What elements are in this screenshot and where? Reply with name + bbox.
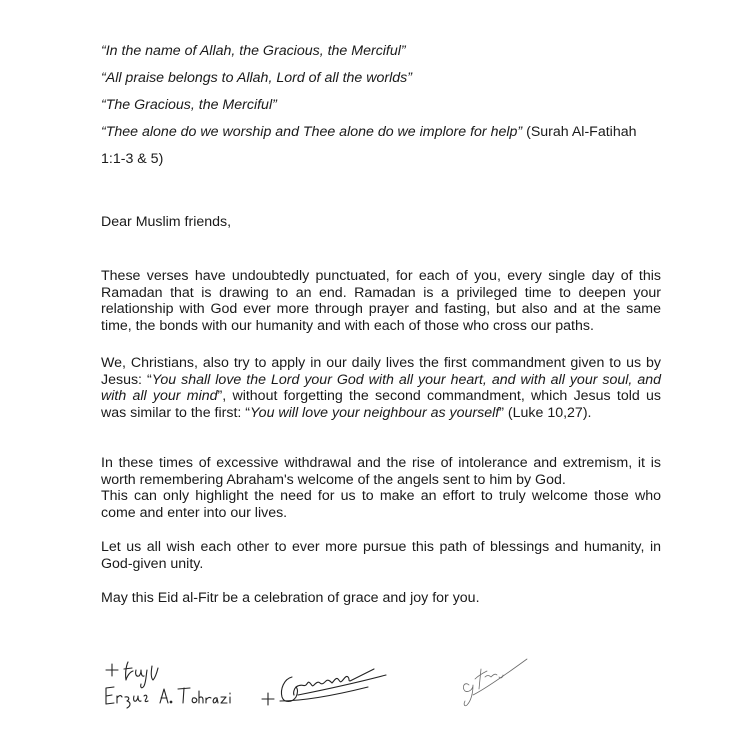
verse-4-text: “Thee alone do we worship and Thee alone do we implore for help” [101, 124, 523, 140]
verse-4 [101, 119, 661, 146]
paragraph-1 [101, 268, 661, 334]
signature-3 [455, 655, 535, 715]
paragraph-2-part-a: We, Christians, also try to apply in our daily lives the first commandment given to us by Jesus: “ [101, 355, 661, 388]
salutation [101, 214, 661, 231]
quran-verses [101, 38, 661, 173]
verse-2 [101, 65, 661, 92]
verse-reference-numbers: 1:1-3 & 5) [101, 151, 164, 167]
closing-wish: May this Eid al-Fitr be a celebration of grace and joy for you. [101, 590, 480, 606]
signature-2-drawing [258, 665, 398, 715]
signature-1 [100, 656, 240, 716]
signature-2 [258, 665, 398, 715]
verse-1-text: “In the name of Allah, the Gracious, the Merciful” [101, 43, 406, 59]
verse-3 [101, 92, 661, 119]
verse-3-text: “The Gracious, the Merciful” [101, 97, 277, 113]
paragraph-3-text-a: In these times of excessive withdrawal and the rise of intolerance and extremism, it is worth remembering Abraham's welcome of the angels sent to him by God. [101, 455, 661, 488]
first-commandment-quote: You shall love the Lord your God with all your heart, and with all your soul, and with all your mind [101, 371, 662, 404]
paragraph-1-text: These verses have undoubtedly punctuated, for each of you, every single day of this Ramadan that is drawing to an end. Ramadan is a privileged time to deepen your relationship with God ever more through prayer and fasting, but also and at the same time, the bonds with our humanity and with each of those who cross our paths. [101, 268, 661, 334]
paragraph-4-text: Let us all wish each other to ever more pursue this path of blessings and humanity, in God-given unity. [101, 539, 661, 572]
paragraph-5 [101, 590, 661, 607]
signature-1-drawing [100, 656, 240, 716]
paragraph-3-text-b: This can only highlight the need for us to make an effort to truly welcome those who come and enter into our lives. [101, 488, 661, 521]
verse-1 [101, 38, 661, 65]
paragraph-2-reference: ” (Luke 10,27). [499, 404, 592, 421]
paragraph-2 [101, 355, 661, 421]
second-commandment-quote: You will love your neighbour as yourself [250, 404, 500, 421]
paragraph-2-part-c: ”, without forgetting the second commandment, which Jesus told us was similar to the first: “ [101, 388, 661, 421]
signature-3-drawing [455, 655, 535, 715]
verse-4-reference-line [101, 146, 661, 173]
paragraph-4 [101, 539, 661, 572]
paragraph-3 [101, 455, 661, 521]
paragraph-2-text [101, 355, 661, 421]
verse-4-reference: (Surah Al-Fatihah [522, 124, 637, 140]
verse-2-text: “All praise belongs to Allah, Lord of all the worlds” [101, 70, 412, 86]
salutation-text: Dear Muslim friends, [101, 214, 232, 230]
